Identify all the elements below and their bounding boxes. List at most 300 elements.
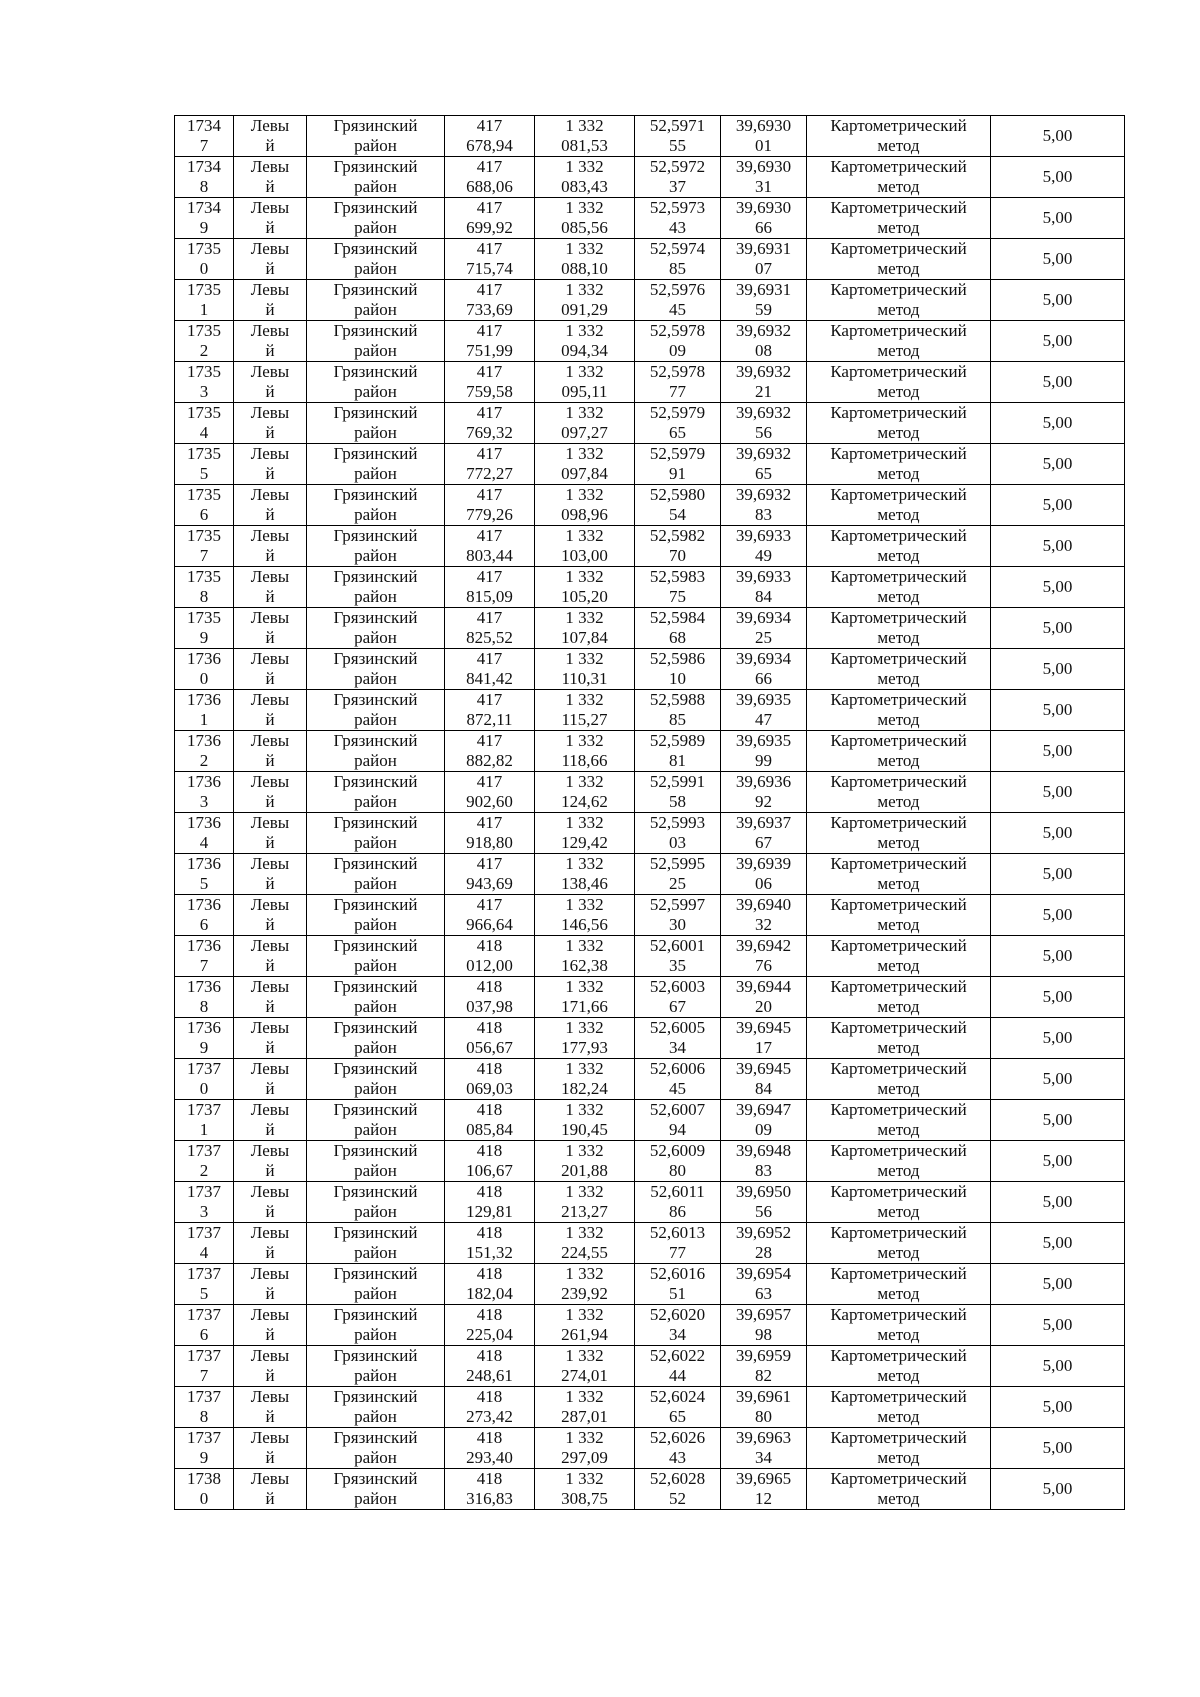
y-coordinate-cell-line-1: 1 332 [565, 198, 604, 217]
accuracy-cell: 5,00 [991, 608, 1125, 649]
method-cell [807, 936, 991, 977]
table-row [175, 813, 1125, 854]
district-cell [307, 608, 445, 649]
latitude-cell-line-1: 52,5979 [649, 403, 706, 422]
x-coordinate-cell-line-1: 418 [476, 1018, 503, 1037]
y-coordinate-cell-line-1: 1 332 [565, 321, 604, 340]
point-number-cell-line-2: 4 [199, 1243, 209, 1262]
x-coordinate-cell-line-2: 751,99 [466, 341, 513, 360]
latitude-cell-line-2: 85 [669, 710, 686, 729]
district-cell-line-2: район [354, 1243, 397, 1262]
y-coordinate-cell-line-1: 1 332 [565, 1387, 604, 1406]
y-coordinate-cell-line-1: 1 332 [565, 567, 604, 586]
latitude-cell [635, 280, 721, 321]
point-number-cell [175, 895, 234, 936]
x-coordinate-cell-line-2: 273,42 [466, 1407, 513, 1426]
accuracy-cell: 5,00 [991, 1305, 1125, 1346]
point-number-cell [175, 321, 234, 362]
latitude-cell-line-1: 52,5989 [649, 731, 706, 750]
point-number-cell [175, 772, 234, 813]
point-number-cell-line-1: 1735 [187, 608, 221, 627]
method-cell-line-2: метод [877, 1489, 920, 1508]
point-number-cell-line-1: 1738 [187, 1469, 221, 1488]
latitude-cell [635, 936, 721, 977]
bank-side-cell-line-1: Левы [250, 813, 290, 832]
table-row [175, 403, 1125, 444]
table-row [175, 1305, 1125, 1346]
district-cell [307, 485, 445, 526]
district-cell-line-1: Грязинский [333, 1141, 418, 1160]
latitude-cell-line-1: 52,5980 [649, 485, 706, 504]
x-coordinate-cell [445, 1264, 535, 1305]
district-cell [307, 198, 445, 239]
bank-side-cell-line-2: й [265, 1489, 275, 1508]
point-number-cell-line-2: 6 [199, 1325, 209, 1344]
x-coordinate-cell-line-2: 012,00 [466, 956, 513, 975]
table-row [175, 772, 1125, 813]
longitude-cell-line-1: 39,6934 [735, 649, 792, 668]
table-row [175, 280, 1125, 321]
district-cell-line-1: Грязинский [333, 526, 418, 545]
district-cell-line-1: Грязинский [333, 649, 418, 668]
method-cell-line-2: метод [877, 505, 920, 524]
bank-side-cell-line-1: Левы [250, 1387, 290, 1406]
longitude-cell [721, 280, 807, 321]
district-cell-line-2: район [354, 382, 397, 401]
y-coordinate-cell [535, 198, 635, 239]
bank-side-cell-line-2: й [265, 1366, 275, 1385]
method-cell [807, 1018, 991, 1059]
point-number-cell-line-1: 1735 [187, 239, 221, 258]
x-coordinate-cell-line-2: 715,74 [466, 259, 513, 278]
point-number-cell [175, 731, 234, 772]
latitude-cell-line-2: 77 [669, 1243, 686, 1262]
bank-side-cell-line-1: Левы [250, 362, 290, 381]
x-coordinate-cell [445, 485, 535, 526]
longitude-cell-line-2: 84 [755, 1079, 772, 1098]
x-coordinate-cell [445, 1100, 535, 1141]
y-coordinate-cell [535, 1059, 635, 1100]
district-cell [307, 649, 445, 690]
longitude-cell [721, 485, 807, 526]
method-cell-line-1: Картометрический [830, 321, 967, 340]
x-coordinate-cell-line-2: 151,32 [466, 1243, 513, 1262]
y-coordinate-cell-line-2: 091,29 [561, 300, 608, 319]
district-cell-line-1: Грязинский [333, 1182, 418, 1201]
bank-side-cell-line-2: й [265, 1202, 275, 1221]
longitude-cell-line-2: 83 [755, 1161, 772, 1180]
bank-side-cell-line-1: Левы [250, 403, 290, 422]
point-number-cell-line-2: 2 [199, 1161, 209, 1180]
x-coordinate-cell [445, 362, 535, 403]
longitude-cell-line-2: 83 [755, 505, 772, 524]
method-cell-line-2: метод [877, 874, 920, 893]
latitude-cell-line-2: 10 [669, 669, 686, 688]
latitude-cell-line-2: 67 [669, 997, 686, 1016]
latitude-cell [635, 1346, 721, 1387]
bank-side-cell-line-1: Левы [250, 772, 290, 791]
district-cell [307, 280, 445, 321]
district-cell [307, 1264, 445, 1305]
point-number-cell [175, 567, 234, 608]
longitude-cell-line-1: 39,6935 [735, 690, 792, 709]
latitude-cell [635, 649, 721, 690]
latitude-cell-line-2: 86 [669, 1202, 686, 1221]
point-number-cell-line-1: 1737 [187, 1100, 221, 1119]
district-cell-line-2: район [354, 341, 397, 360]
y-coordinate-cell-line-2: 095,11 [561, 382, 608, 401]
latitude-cell-line-1: 52,5978 [649, 321, 706, 340]
latitude-cell-line-2: 25 [669, 874, 686, 893]
accuracy-cell: 5,00 [991, 1346, 1125, 1387]
latitude-cell [635, 321, 721, 362]
bank-side-cell-line-2: й [265, 136, 275, 155]
bank-side-cell-line-2: й [265, 915, 275, 934]
point-number-cell [175, 936, 234, 977]
point-number-cell [175, 485, 234, 526]
district-cell-line-1: Грязинский [333, 608, 418, 627]
longitude-cell [721, 403, 807, 444]
y-coordinate-cell [535, 485, 635, 526]
latitude-cell-line-1: 52,6016 [649, 1264, 706, 1283]
longitude-cell-line-2: 56 [755, 1202, 772, 1221]
x-coordinate-cell-line-2: 902,60 [466, 792, 513, 811]
longitude-cell-line-2: 66 [755, 669, 772, 688]
bank-side-cell [234, 1305, 307, 1346]
point-number-cell [175, 157, 234, 198]
longitude-cell-line-2: 63 [755, 1284, 772, 1303]
latitude-cell-line-1: 52,6013 [649, 1223, 706, 1242]
longitude-cell-line-1: 39,6932 [735, 321, 792, 340]
y-coordinate-cell [535, 813, 635, 854]
bank-side-cell-line-2: й [265, 505, 275, 524]
longitude-cell-line-2: 82 [755, 1366, 772, 1385]
longitude-cell-line-1: 39,6959 [735, 1346, 792, 1365]
district-cell-line-2: район [354, 833, 397, 852]
x-coordinate-cell [445, 1346, 535, 1387]
x-coordinate-cell [445, 116, 535, 157]
method-cell-line-2: метод [877, 1079, 920, 1098]
latitude-cell-line-1: 52,6003 [649, 977, 706, 996]
table-row [175, 239, 1125, 280]
point-number-cell-line-1: 1737 [187, 1182, 221, 1201]
method-cell-line-1: Картометрический [830, 1346, 967, 1365]
district-cell-line-2: район [354, 1448, 397, 1467]
accuracy-cell: 5,00 [991, 1141, 1125, 1182]
district-cell [307, 567, 445, 608]
y-coordinate-cell [535, 1469, 635, 1510]
method-cell-line-1: Картометрический [830, 895, 967, 914]
point-number-cell [175, 362, 234, 403]
bank-side-cell [234, 1223, 307, 1264]
district-cell-line-1: Грязинский [333, 567, 418, 586]
point-number-cell [175, 239, 234, 280]
method-cell [807, 1469, 991, 1510]
district-cell [307, 1305, 445, 1346]
district-cell-line-2: район [354, 1161, 397, 1180]
district-cell-line-1: Грязинский [333, 116, 418, 135]
method-cell-line-2: метод [877, 915, 920, 934]
point-number-cell-line-1: 1735 [187, 444, 221, 463]
method-cell-line-1: Картометрический [830, 649, 967, 668]
y-coordinate-cell-line-2: 083,43 [561, 177, 608, 196]
longitude-cell-line-1: 39,6932 [735, 444, 792, 463]
accuracy-cell: 5,00 [991, 198, 1125, 239]
longitude-cell-line-2: 31 [755, 177, 772, 196]
method-cell-line-1: Картометрический [830, 1223, 967, 1242]
point-number-cell-line-2: 8 [199, 177, 209, 196]
longitude-cell [721, 649, 807, 690]
longitude-cell [721, 854, 807, 895]
method-cell [807, 321, 991, 362]
y-coordinate-cell [535, 1182, 635, 1223]
y-coordinate-cell-line-1: 1 332 [565, 1305, 604, 1324]
district-cell-line-2: район [354, 1489, 397, 1508]
bank-side-cell [234, 526, 307, 567]
longitude-cell [721, 444, 807, 485]
method-cell-line-1: Картометрический [830, 403, 967, 422]
table-row [175, 1100, 1125, 1141]
point-number-cell-line-1: 1737 [187, 1264, 221, 1283]
table-row [175, 1182, 1125, 1223]
longitude-cell [721, 1182, 807, 1223]
x-coordinate-cell-line-2: 678,94 [466, 136, 513, 155]
point-number-cell-line-1: 1734 [187, 157, 221, 176]
y-coordinate-cell-line-2: 105,20 [561, 587, 608, 606]
bank-side-cell-line-2: й [265, 464, 275, 483]
y-coordinate-cell-line-1: 1 332 [565, 895, 604, 914]
latitude-cell [635, 1018, 721, 1059]
latitude-cell-line-1: 52,6022 [649, 1346, 706, 1365]
longitude-cell-line-1: 39,6961 [735, 1387, 792, 1406]
latitude-cell-line-2: 65 [669, 423, 686, 442]
accuracy-cell: 5,00 [991, 444, 1125, 485]
x-coordinate-cell-line-1: 417 [476, 526, 503, 545]
accuracy-cell: 5,00 [991, 1018, 1125, 1059]
y-coordinate-cell-line-1: 1 332 [565, 1141, 604, 1160]
method-cell [807, 1264, 991, 1305]
method-cell [807, 649, 991, 690]
latitude-cell [635, 1387, 721, 1428]
y-coordinate-cell-line-1: 1 332 [565, 485, 604, 504]
district-cell [307, 854, 445, 895]
latitude-cell-line-2: 03 [669, 833, 686, 852]
y-coordinate-cell [535, 1387, 635, 1428]
bank-side-cell [234, 157, 307, 198]
x-coordinate-cell [445, 1428, 535, 1469]
bank-side-cell-line-2: й [265, 1079, 275, 1098]
district-cell [307, 526, 445, 567]
bank-side-cell-line-2: й [265, 956, 275, 975]
y-coordinate-cell-line-2: 094,34 [561, 341, 608, 360]
point-number-cell [175, 1018, 234, 1059]
bank-side-cell-line-1: Левы [250, 485, 290, 504]
district-cell-line-2: район [354, 177, 397, 196]
accuracy-cell: 5,00 [991, 731, 1125, 772]
accuracy-cell: 5,00 [991, 526, 1125, 567]
y-coordinate-cell [535, 157, 635, 198]
latitude-cell [635, 1223, 721, 1264]
point-number-cell [175, 1059, 234, 1100]
y-coordinate-cell-line-1: 1 332 [565, 1059, 604, 1078]
latitude-cell-line-2: 68 [669, 628, 686, 647]
accuracy-cell: 5,00 [991, 977, 1125, 1018]
x-coordinate-cell [445, 157, 535, 198]
table-row [175, 485, 1125, 526]
y-coordinate-cell-line-1: 1 332 [565, 526, 604, 545]
latitude-cell-line-1: 52,6005 [649, 1018, 706, 1037]
method-cell [807, 731, 991, 772]
bank-side-cell-line-1: Левы [250, 608, 290, 627]
point-number-cell-line-2: 7 [199, 546, 209, 565]
point-number-cell-line-2: 1 [199, 300, 209, 319]
method-cell-line-1: Картометрический [830, 1018, 967, 1037]
accuracy-cell: 5,00 [991, 936, 1125, 977]
point-number-cell [175, 649, 234, 690]
x-coordinate-cell [445, 977, 535, 1018]
method-cell-line-1: Картометрический [830, 936, 967, 955]
method-cell [807, 444, 991, 485]
district-cell [307, 1387, 445, 1428]
point-number-cell [175, 1223, 234, 1264]
bank-side-cell-line-1: Левы [250, 157, 290, 176]
method-cell-line-1: Картометрический [830, 977, 967, 996]
x-coordinate-cell-line-1: 417 [476, 157, 503, 176]
method-cell [807, 1059, 991, 1100]
district-cell [307, 1141, 445, 1182]
district-cell-line-2: район [354, 751, 397, 770]
district-cell-line-1: Грязинский [333, 854, 418, 873]
longitude-cell [721, 731, 807, 772]
y-coordinate-cell-line-2: 213,27 [561, 1202, 608, 1221]
latitude-cell-line-2: 45 [669, 1079, 686, 1098]
bank-side-cell-line-1: Левы [250, 977, 290, 996]
table-row [175, 157, 1125, 198]
point-number-cell-line-1: 1737 [187, 1059, 221, 1078]
y-coordinate-cell-line-2: 103,00 [561, 546, 608, 565]
latitude-cell [635, 198, 721, 239]
x-coordinate-cell-line-2: 872,11 [466, 710, 513, 729]
district-cell [307, 321, 445, 362]
latitude-cell-line-2: 52 [669, 1489, 686, 1508]
longitude-cell-line-2: 28 [755, 1243, 772, 1262]
table-row [175, 1059, 1125, 1100]
longitude-cell-line-1: 39,6937 [735, 813, 792, 832]
x-coordinate-cell [445, 690, 535, 731]
method-cell-line-2: метод [877, 833, 920, 852]
method-cell [807, 608, 991, 649]
y-coordinate-cell [535, 362, 635, 403]
y-coordinate-cell-line-1: 1 332 [565, 1428, 604, 1447]
bank-side-cell [234, 321, 307, 362]
latitude-cell-line-2: 85 [669, 259, 686, 278]
bank-side-cell-line-1: Левы [250, 239, 290, 258]
longitude-cell-line-1: 39,6930 [735, 198, 792, 217]
point-number-cell-line-1: 1736 [187, 731, 221, 750]
longitude-cell-line-2: 06 [755, 874, 772, 893]
x-coordinate-cell-line-2: 759,58 [466, 382, 513, 401]
latitude-cell [635, 362, 721, 403]
method-cell-line-2: метод [877, 1448, 920, 1467]
latitude-cell-line-1: 52,5973 [649, 198, 706, 217]
bank-side-cell [234, 362, 307, 403]
point-number-cell-line-1: 1736 [187, 977, 221, 996]
y-coordinate-cell-line-1: 1 332 [565, 1264, 604, 1283]
method-cell-line-2: метод [877, 1243, 920, 1262]
latitude-cell [635, 1305, 721, 1346]
y-coordinate-cell [535, 1305, 635, 1346]
point-number-cell [175, 444, 234, 485]
latitude-cell-line-1: 52,5972 [649, 157, 706, 176]
longitude-cell [721, 936, 807, 977]
bank-side-cell-line-1: Левы [250, 1018, 290, 1037]
accuracy-cell: 5,00 [991, 1182, 1125, 1223]
method-cell [807, 403, 991, 444]
table-row [175, 1264, 1125, 1305]
latitude-cell-line-1: 52,5978 [649, 362, 706, 381]
y-coordinate-cell [535, 1100, 635, 1141]
latitude-cell-line-1: 52,5995 [649, 854, 706, 873]
longitude-cell-line-1: 39,6932 [735, 403, 792, 422]
y-coordinate-cell-line-2: 115,27 [561, 710, 608, 729]
longitude-cell-line-2: 56 [755, 423, 772, 442]
district-cell-line-2: район [354, 1407, 397, 1426]
longitude-cell-line-2: 17 [755, 1038, 772, 1057]
latitude-cell-line-2: 30 [669, 915, 686, 934]
longitude-cell-line-2: 76 [755, 956, 772, 975]
latitude-cell-line-2: 51 [669, 1284, 686, 1303]
latitude-cell-line-1: 52,5979 [649, 444, 706, 463]
point-number-cell-line-2: 9 [199, 628, 209, 647]
bank-side-cell-line-2: й [265, 1284, 275, 1303]
x-coordinate-cell-line-1: 417 [476, 895, 503, 914]
bank-side-cell [234, 1059, 307, 1100]
y-coordinate-cell [535, 977, 635, 1018]
point-number-cell-line-1: 1737 [187, 1346, 221, 1365]
longitude-cell [721, 1264, 807, 1305]
latitude-cell-line-1: 52,5974 [649, 239, 706, 258]
longitude-cell [721, 526, 807, 567]
bank-side-cell-line-1: Левы [250, 690, 290, 709]
point-number-cell-line-2: 0 [199, 259, 209, 278]
bank-side-cell [234, 1141, 307, 1182]
latitude-cell [635, 485, 721, 526]
x-coordinate-cell [445, 403, 535, 444]
latitude-cell-line-1: 52,5997 [649, 895, 706, 914]
longitude-cell-line-2: 12 [755, 1489, 772, 1508]
point-number-cell [175, 116, 234, 157]
point-number-cell-line-2: 6 [199, 915, 209, 934]
accuracy-cell: 5,00 [991, 895, 1125, 936]
method-cell-line-1: Картометрический [830, 198, 967, 217]
bank-side-cell-line-2: й [265, 874, 275, 893]
method-cell [807, 854, 991, 895]
x-coordinate-cell [445, 526, 535, 567]
method-cell-line-1: Картометрический [830, 280, 967, 299]
longitude-cell [721, 1305, 807, 1346]
x-coordinate-cell-line-1: 417 [476, 444, 503, 463]
x-coordinate-cell-line-1: 417 [476, 198, 503, 217]
latitude-cell-line-1: 52,6006 [649, 1059, 706, 1078]
y-coordinate-cell-line-2: 097,27 [561, 423, 608, 442]
latitude-cell-line-1: 52,6011 [650, 1182, 705, 1201]
district-cell-line-2: район [354, 1284, 397, 1303]
bank-side-cell-line-1: Левы [250, 936, 290, 955]
y-coordinate-cell [535, 649, 635, 690]
district-cell-line-1: Грязинский [333, 444, 418, 463]
bank-side-cell-line-1: Левы [250, 895, 290, 914]
latitude-cell [635, 444, 721, 485]
